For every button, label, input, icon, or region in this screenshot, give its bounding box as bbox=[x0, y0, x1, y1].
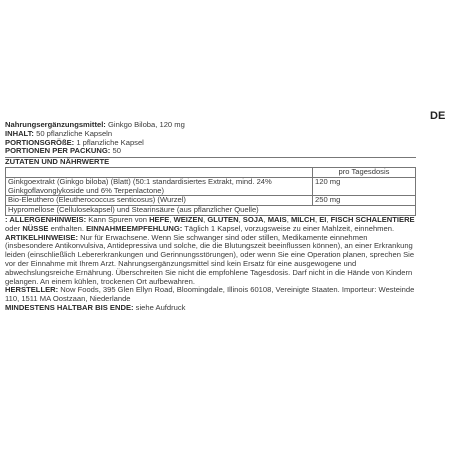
table-header-row bbox=[6, 167, 416, 177]
table-row bbox=[6, 177, 416, 196]
ingredient-amount: 120 mg bbox=[313, 177, 416, 196]
manufacturer-text: Now Foods, 395 Glen Ellyn Road, Bloomingdale, Illinois 60108, Vereinigte Staaten. Importeur: Westeinde 110, 1511 MA Oostzaan, Niederlande bbox=[5, 285, 415, 304]
ingredient-name: Bio-Eleuthero (Eleutherococcus senticosus) (Wurzel) bbox=[6, 196, 313, 206]
ingredient-name: Ginkgoextrakt (Ginkgo biloba) (Blatt) (50:1 standardisiertes Extrakt, mind. 24% Ginkgoflavonglykoside und 6% Terpenlactone) bbox=[6, 177, 313, 196]
ingredients-table bbox=[5, 167, 416, 216]
manufacturer-line: HERSTELLER: Now Foods, 395 Glen Ellyn Road, Bloomingdale, Illinois 60108, Vereinigte Staaten. Importeur: Westeinde 110, 1511 MA Oostzaan, Niederlande bbox=[5, 285, 415, 304]
content-value: 50 pflanzliche Kapseln bbox=[36, 128, 113, 138]
ingredient-name: Hypromellose (Cellulosekapsel) und Stearinsäure (aus pflanzlicher Quelle) bbox=[6, 206, 416, 216]
best-before-text: siehe Aufdruck bbox=[135, 302, 186, 312]
table-header-per-dose: pro Tagesdosis bbox=[313, 167, 416, 177]
language-code: DE bbox=[430, 110, 446, 122]
usage-text: Täglich 1 Kapsel, vorzugsweise zu einer Mahlzeit, einnehmen. bbox=[184, 223, 395, 233]
supplement-label bbox=[5, 121, 416, 313]
serving-size-value: 1 pflanzliche Kapsel bbox=[76, 137, 144, 147]
servings-per-pack-line: PORTIONEN PER PACKUNG: 50 bbox=[5, 146, 121, 156]
allergen-usage-notes: : ALLERGENHINWEIS: Kann Spuren von HEFE, WEIZEN, GLUTEN, SOJA, MAIS, MILCH, EI, FISCH SCHALENTIERE oder NÜSSE enthalten. EINNAHMEEMPFEHLUNG: Täglich 1 Kapsel, vorzugsweise zu einer Mahlzeit, einnehmen. ARTIKELHINWEISE: Nur für Erwachsene. Wenn Sie schwanger sind oder stillen, Medikamente einnehmen (insbesondere Antikonvulsiva, Antidepressiva und solche, die die Blutungszeit beeinflussen können), an einer Erkrankung leiden (einschließlich Lebererkrankungen und Gerinnungsstörungen), oder wenn Sie eine Operation planen, sprechen Sie vor der Einnahme mit Ihrem Arzt. Nahrungsergänzungsmittel sind kein Ersatz für eine ausgewogene und abwechslungsreiche Ernährung. Überschreiten Sie nicht die empfohlene Tagesdosis. Darf nicht in die Hände von Kindern gelangen. An einem kühlen, trockenen Ort aufbewahren. bbox=[5, 214, 415, 286]
content-line: INHALT: 50 pflanzliche Kapseln bbox=[5, 128, 113, 138]
product-name: Ginkgo Biloba, 120 mg bbox=[107, 120, 185, 129]
serving-size-line: PORTIONSGRÖßE: 1 pflanzliche Kapsel bbox=[5, 137, 144, 147]
notes-text: Nur für Erwachsene. Wenn Sie schwanger sind oder stillen, Medikamente einnehmen (insbesondere Antikonvulsiva, Antidepressiva und solche, die die Blutungszeit beeinflussen können), an einer Erkrankung leiden (einschließlich Lebererkrankungen und Gerinnungsstörungen), oder wenn Sie eine Operation planen, sprechen Sie vor der Einnahme mit Ihrem Arzt. Nahrungsergänzungsmittel sind kein Ersatz für eine ausgewogene und abwechslungsreiche Ernährung. Überschreiten Sie nicht die empfohlene Tagesdosis. Darf nicht in die Hände von Kindern gelangen. An einem kühlen, trockenen Ort aufbewahren. bbox=[5, 232, 415, 286]
servings-value: 50 bbox=[112, 146, 121, 156]
best-before-line: MINDESTENS HALTBAR BIS ENDE: siehe Aufdruck bbox=[5, 302, 186, 312]
product-name-line: Nahrungsergänzungsmittel: Ginkgo Biloba, 120 mg bbox=[5, 120, 185, 129]
ingredients-heading: ZUTATEN UND NÄHRWERTE bbox=[5, 157, 416, 167]
ingredient-amount: 250 mg bbox=[313, 196, 416, 206]
